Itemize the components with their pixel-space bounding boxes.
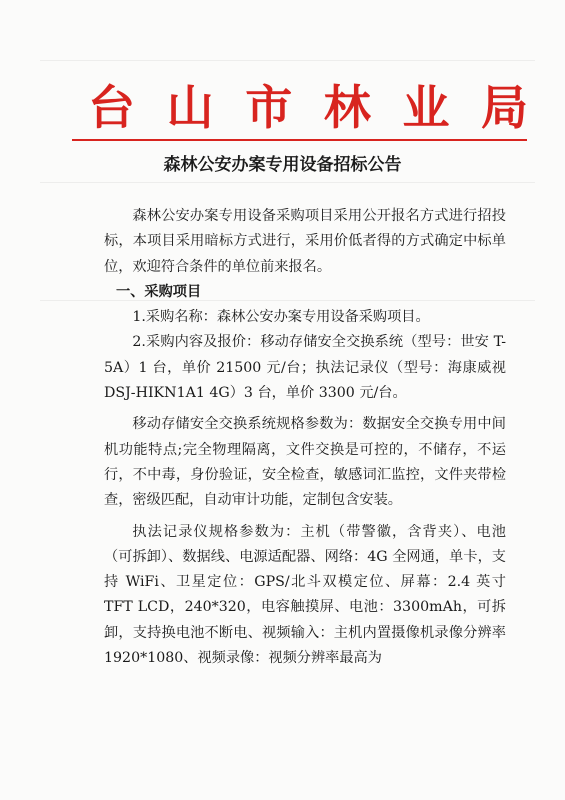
bleed-through-line xyxy=(40,182,535,183)
spec-recorder: 执法记录仪规格参数为：主机（带警徽，含背夹）、电池（可拆卸）、数据线、电源适配器、网络：4G 全网通，单卡，支持 WiFi、卫星定位：GPS/北斗双模定位、屏幕：2.4 英寸 TFT LCD，240*320，电容触摸屏、电池：3300mAh，可拆卸，支持换电池不断电、视频输入：主机内置摄像机录像分辨率 1920*1080、视频录像：视频分辨率最高为 xyxy=(104,523,506,667)
letterhead-char: 业 xyxy=(402,80,450,136)
letterhead-char: 山 xyxy=(166,80,214,136)
document-title: 森林公安办案专用设备招标公告 xyxy=(163,155,402,175)
letterhead-char: 台 xyxy=(88,80,135,136)
bleed-through-line xyxy=(40,60,535,61)
letterhead-divider xyxy=(72,139,527,141)
item-procurement-name: 1.采购名称：森林公安办案专用设备采购项目。 xyxy=(132,309,430,326)
letterhead-char: 市 xyxy=(245,80,293,136)
spec-storage-system: 移动存储安全交换系统规格参数为：数据安全交换专用中间机功能特点;完全物理隔离，文件交换是可控的，不储存，不运行，不中毒，身份验证，安全检查，敏感词汇监控，文件夹带检查，密级匹配，自动审计功能，定制包含安装。 xyxy=(104,416,506,509)
document-body xyxy=(104,204,506,671)
letterhead-char: 林 xyxy=(323,80,371,136)
letterhead xyxy=(88,74,528,134)
section-heading: 一、采购项目 xyxy=(116,283,202,300)
letterhead-char: 局 xyxy=(480,80,528,136)
intro-paragraph: 森林公安办案专用设备采购项目采用公开报名方式进行招投标，本项目采用暗标方式进行，采用价低者得的方式确定中标单位，欢迎符合条件的单位前来报名。 xyxy=(104,208,506,275)
item-procurement-content: 2.采购内容及报价：移动存储安全交换系统（型号：世安 T-5A）1 台，单价 21500 元/台；执法记录仪（型号：海康威视 DSJ-HIKN1A1 4G）3 台，单价 3300 元/台。 xyxy=(104,334,506,402)
